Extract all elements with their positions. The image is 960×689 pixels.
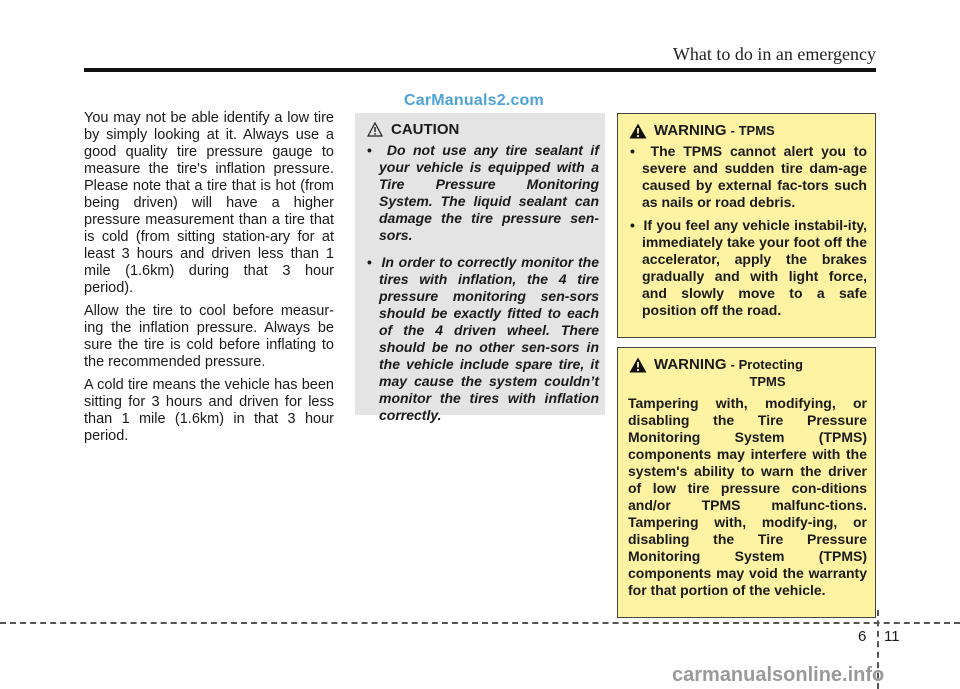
caution-list bbox=[365, 142, 599, 424]
warning-list bbox=[628, 143, 867, 319]
warning-box-tpms bbox=[617, 113, 876, 338]
caution-triangle-icon bbox=[365, 122, 385, 137]
caution-item: • Do not use any tire sealant if your vehicle is equipped with a Tire Pressure Monitoring System. The liquid sealant can damage the tire pressure sen-sors. bbox=[365, 142, 599, 244]
warning-item: • The TPMS cannot alert you to severe and sudden tire dam-age caused by external fac-tors such as nails or road debris. bbox=[628, 143, 867, 211]
warning-body: Tampering with, modifying, or disabling the Tire Pressure Monitoring System (TPMS) components may interfere with the system's ability to warn the driver of low tire pressure con-ditions and/or TPMS malfunc-tions. Tampering with, modify-ing, or disabling the Tire Pressure Monitoring System (TPMS) components may void the warranty for that portion of the vehicle. bbox=[628, 395, 867, 598]
paragraph-1: You may not be able identify a low tire by simply looking at it. Always use a good quality tire pressure gauge to measure the tire's inflation pressure. Please note that a tire that is hot (from being driven) will have a higher pressure measurement than a tire that is cold (from sitting station-ary for at least 3 hours and driven less than 1 mile (1.6km) during that 3 hour period). bbox=[84, 110, 334, 296]
warning-box-protecting-tpms bbox=[617, 347, 876, 618]
header-rule bbox=[84, 68, 876, 72]
paragraph-3: A cold tire means the vehicle has been sitting for 3 hours and driven for less than 1 mile (1.6km) in that 3 hour period. bbox=[84, 377, 334, 444]
page-chapter: 6 bbox=[858, 628, 867, 645]
caution-box bbox=[355, 113, 605, 423]
caution-item: • In order to correctly monitor the tires with inflation, the 4 tire pressure monitoring sen-sors should be exactly fitted to each of the 4 driven wheel. There should be no other sen-sors in the vehicle include spare tire, it may cause the system couldn’t monitor the tires with inflation correctly. bbox=[365, 254, 599, 424]
warning-item: • If you feel any vehicle instabil-ity, immediately take your foot off the accelerator, apply the brakes gradually and with light force, and slowly move to a safe position off the road. bbox=[628, 217, 867, 319]
paragraph-2: Allow the tire to cool before measur-ing the inflation pressure. Always be sure the tire is cold before inflating to the recommended pressure. bbox=[84, 303, 334, 370]
warning-title: WARNING bbox=[654, 356, 727, 373]
page-number: 11 bbox=[884, 628, 900, 645]
left-column bbox=[84, 110, 334, 451]
warning-subtitle: - Protecting bbox=[730, 357, 803, 372]
caution-title: CAUTION bbox=[391, 121, 460, 138]
watermark-top: CarManuals2.com bbox=[404, 92, 544, 109]
warning-triangle-icon bbox=[628, 123, 648, 139]
footer-dashed-rule bbox=[0, 622, 960, 624]
warning-subtitle: - TPMS bbox=[730, 123, 775, 138]
page-header-title: What to do in an emergency bbox=[672, 44, 876, 64]
warning-header bbox=[628, 122, 867, 139]
warning-header bbox=[628, 356, 867, 373]
warning-title: WARNING bbox=[654, 122, 727, 139]
watermark-bottom: carmanualsonline.info bbox=[672, 664, 885, 686]
warning-triangle-icon bbox=[628, 357, 648, 373]
caution-header bbox=[365, 121, 599, 138]
warning-subtitle-line2: TPMS bbox=[749, 374, 786, 389]
